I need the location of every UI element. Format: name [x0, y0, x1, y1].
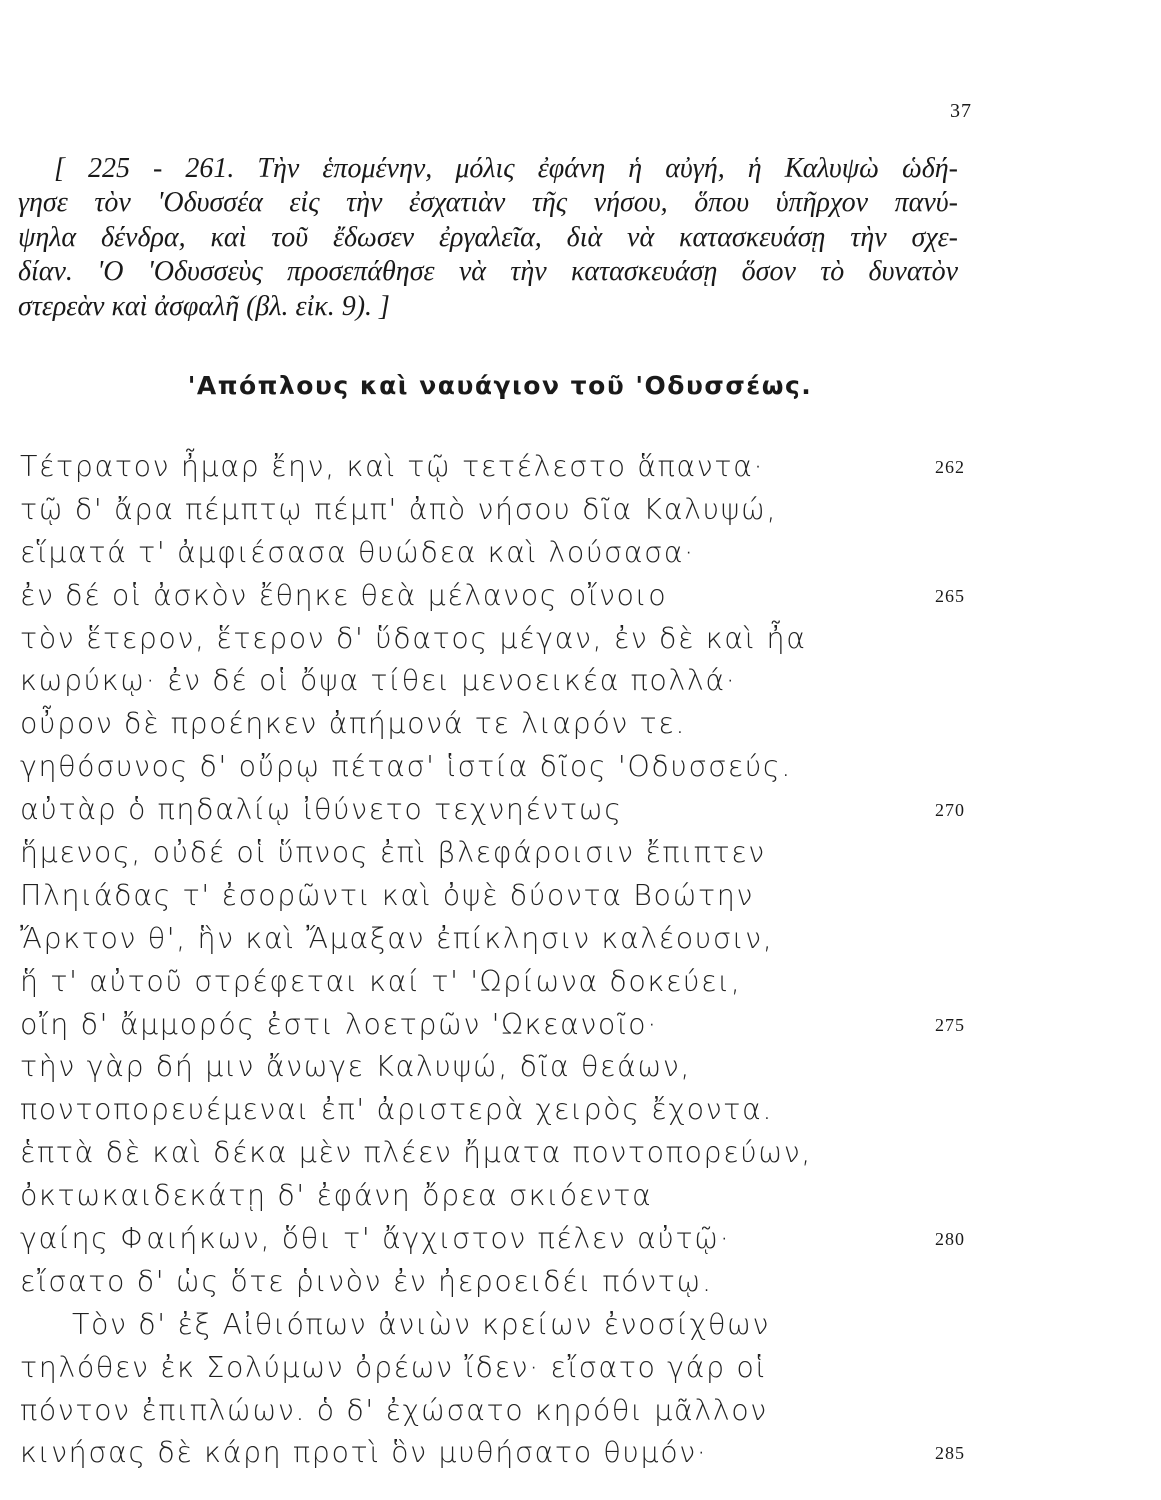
verse-line	[20, 1004, 965, 1047]
verse-line	[20, 1046, 965, 1089]
verse-line	[20, 532, 965, 575]
verse-line	[20, 1132, 965, 1175]
verse-line	[20, 660, 965, 703]
summary-line: ψηλα δένδρα, καὶ τοῦ ἔδωσεν ἐργαλεῖα, διὰ νὰ κατασκευάσῃ τὴν σχε-	[18, 221, 958, 253]
verse-text: τὸν ἕτερον, ἕτερον δ' ὕδατος μέγαν, ἐν δὲ καὶ ἦα	[20, 621, 807, 655]
verse-line	[20, 1218, 965, 1261]
verse-text: κινήσας δὲ κάρη προτὶ ὃν μυθήσατο θυμόν·	[20, 1436, 708, 1470]
verse-line	[20, 875, 965, 918]
verse-line	[20, 575, 965, 618]
verse-text: κωρύκῳ· ἐν δέ οἱ ὄψα τίθει μενοεικέα πολλά·	[20, 664, 737, 698]
summary-paragraph	[18, 152, 958, 324]
verse-line	[20, 703, 965, 746]
verse-line	[20, 746, 965, 789]
line-number: 275	[935, 1014, 965, 1035]
verse-line	[20, 1347, 965, 1390]
verse-line	[20, 1261, 965, 1304]
verse-text: εἵματά τ' ἀμφιέσασα θυώδεα καὶ λούσασα·	[20, 535, 695, 569]
line-number: 265	[935, 585, 965, 606]
verse-line	[20, 789, 965, 832]
verse-line	[20, 832, 965, 875]
summary-line: δίαν. 'Ο 'Οδυσσεὺς προσεπάθησε νὰ τὴν κατασκευάσῃ ὅσον τὸ δυνατὸν	[18, 256, 958, 288]
line-number: 280	[935, 1229, 965, 1250]
line-number: 270	[935, 800, 965, 821]
verse-line	[20, 918, 965, 961]
verse-line	[20, 1089, 965, 1132]
verse-line	[20, 1304, 965, 1347]
verse-block	[20, 446, 965, 1475]
verse-text: τὴν γὰρ δή μιν ἄνωγε Καλυψώ, δῖα θεάων,	[20, 1050, 692, 1084]
verse-line	[20, 446, 965, 489]
verse-text: ὀκτωκαιδεκάτῃ δ' ἐφάνη ὄρεα σκιόεντα	[20, 1179, 653, 1213]
verse-text: ἐν δέ οἱ ἀσκὸν ἔθηκε θεὰ μέλανος οἴνοιο	[20, 578, 668, 612]
verse-text: Τέτρατον ἦμαρ ἔην, καὶ τῷ τετέλεστο ἅπαντα·	[20, 450, 765, 483]
verse-text: εἴσατο δ' ὡς ὅτε ῥινὸν ἐν ἠεροειδέι πόντῳ.	[20, 1264, 713, 1298]
line-number: 285	[935, 1443, 965, 1464]
verse-text: τῷ δ' ἄρα πέμπτῳ πέμπ' ἀπὸ νήσου δῖα Καλυψώ,	[20, 492, 778, 526]
verse-text: οἴη δ' ἄμμορός ἐστι λοετρῶν 'Ωκεανοῖο·	[20, 1007, 658, 1041]
verse-line	[20, 1432, 965, 1475]
verse-text: Τὸν δ' ἐξ Αἰθιόπων ἀνιὼν κρείων ἐνοσίχθων	[72, 1307, 770, 1341]
verse-text: οὖρον δὲ προέηκεν ἀπήμονά τε λιαρόν τε.	[20, 707, 686, 741]
line-number: 262	[935, 457, 965, 477]
summary-line: στερεὰν καὶ ἀσφαλῆ (βλ. εἰκ. 9). ]	[18, 290, 390, 322]
verse-text: ἥ τ' αὐτοῦ στρέφεται καί τ' 'Ωρίωνα δοκεύει,	[20, 964, 742, 998]
verse-text: Πληιάδας τ' ἐσορῶντι καὶ ὀψὲ δύοντα Βοώτην	[20, 878, 754, 912]
summary-line: γησε τὸν 'Οδυσσέα εἰς τὴν ἐσχατιὰν τῆς νήσου, ὅπου ὑπῆρχον πανύ-	[18, 187, 958, 219]
page-number: 37	[950, 100, 972, 122]
verse-text: ἑπτὰ δὲ καὶ δέκα μὲν πλέεν ἤματα ποντοπορεύων,	[20, 1136, 812, 1170]
verse-text: Ἄρκτον θ', ἣν καὶ Ἄμαξαν ἐπίκλησιν καλέουσιν,	[20, 921, 774, 955]
verse-line	[20, 1175, 965, 1218]
verse-line	[20, 961, 965, 1004]
verse-text: γηθόσυνος δ' οὔρῳ πέτασ' ἱστία δῖος 'Οδυσσεύς.	[20, 750, 792, 784]
section-heading: 'Απόπλους καὶ ναυάγιον τοῦ 'Οδυσσέως.	[187, 371, 813, 400]
verse-text: ποντοπορευέμεναι ἐπ' ἀριστερὰ χειρὸς ἔχοντα.	[20, 1093, 774, 1127]
verse-line	[20, 618, 965, 661]
verse-text: αὐτὰρ ὁ πηδαλίῳ ἰθύνετο τεχνηέντως	[20, 793, 623, 827]
verse-text: ἥμενος, οὐδέ οἱ ὕπνος ἐπὶ βλεφάροισιν ἔπιπτεν	[20, 836, 766, 870]
verse-text: γαίης Φαιήκων, ὅθι τ' ἄγχιστον πέλεν αὐτῷ·	[20, 1222, 731, 1256]
verse-line	[20, 489, 965, 532]
summary-line: [ 225 - 261. Τὴν ἑπομένην, μόλις ἐφάνη ἡ αὐγή, ἡ Καλυψὼ ὡδή-	[54, 153, 958, 184]
verse-line	[20, 1390, 965, 1433]
verse-text: πόντον ἐπιπλώων. ὁ δ' ἐχώσατο κηρόθι μᾶλλον	[20, 1393, 768, 1427]
verse-text: τηλόθεν ἐκ Σολύμων ὀρέων ἴδεν· εἴσατο γάρ οἱ	[20, 1350, 767, 1384]
